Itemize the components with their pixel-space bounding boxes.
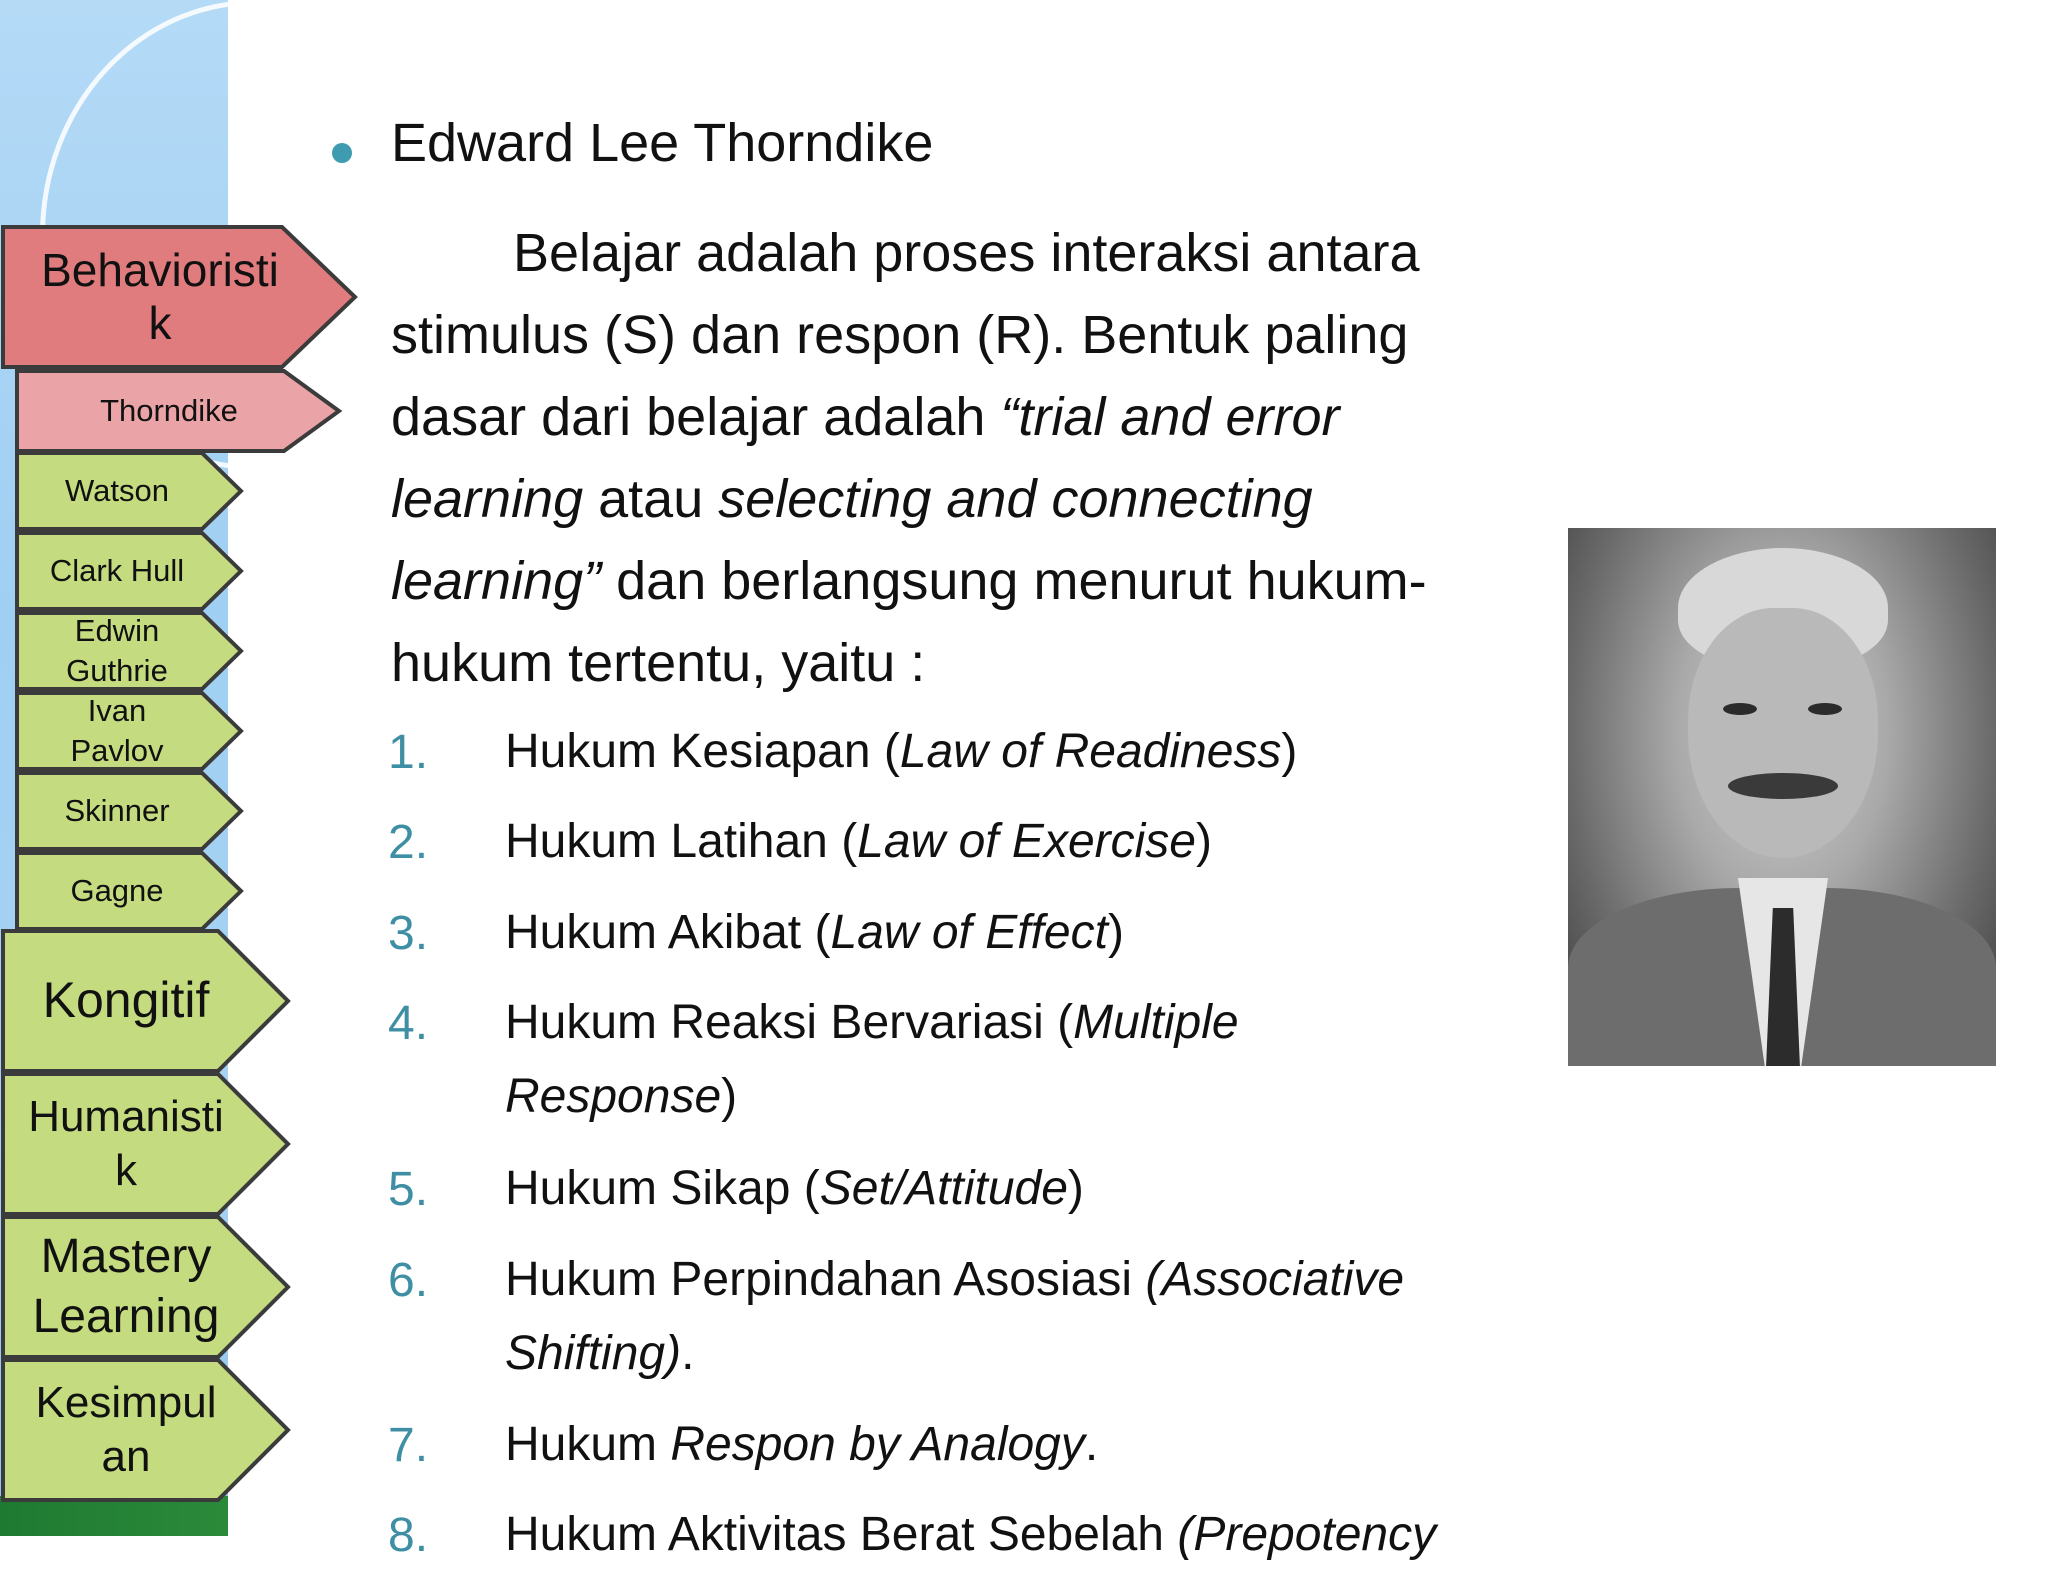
law-text: )	[1107, 906, 1124, 959]
sidebar-item-label: Pavlov	[70, 733, 164, 768]
law-text: Hukum Reaksi Bervariasi (	[505, 996, 1074, 1049]
law-item	[505, 986, 1305, 1134]
sidebar-item-label: Mastery	[40, 1230, 212, 1283]
sidebar-item-label: Learning	[32, 1290, 220, 1343]
sidebar-item-label: Guthrie	[66, 653, 168, 688]
law-text: Hukum	[505, 1418, 671, 1471]
law-text: Hukum Perpindahan Asosiasi	[505, 1253, 1146, 1306]
portrait-moustache	[1728, 773, 1838, 799]
law-text: )	[1281, 725, 1298, 778]
sidebar-item-label: Ivan	[87, 693, 147, 728]
paragraph-text: Belajar adalah proses interaksi antara stimulus (S) dan respon (R). Bentuk paling dasar dari belajar adalah	[391, 223, 1420, 447]
sidebar-item-label: k	[115, 1146, 137, 1195]
sidebar-item-label: Kongitif	[42, 972, 210, 1029]
definition-paragraph	[391, 212, 1521, 704]
law-text: )	[721, 1070, 738, 1123]
law-number: 1.	[388, 726, 429, 779]
sidebar-item-label: an	[101, 1432, 151, 1481]
law-text: )	[1195, 815, 1212, 868]
law-term: (Associative Shifting)	[505, 1253, 1405, 1380]
law-item	[505, 715, 1525, 789]
law-text: Hukum Kesiapan (	[505, 725, 900, 778]
bullet-icon	[332, 143, 352, 163]
portrait-photo	[1568, 528, 1996, 1066]
sidebar-item-label: Skinner	[64, 793, 170, 829]
law-number: 5.	[388, 1163, 429, 1216]
law-text: Hukum Sikap (	[505, 1162, 820, 1215]
law-number: 6.	[388, 1254, 429, 1307]
law-item	[505, 1152, 1525, 1226]
law-term: Law of Readiness	[899, 725, 1282, 778]
portrait-face	[1688, 608, 1878, 858]
portrait-eye	[1808, 703, 1842, 715]
law-text: Hukum Aktivitas Berat Sebelah	[505, 1508, 1178, 1561]
law-term: Law of Exercise	[857, 815, 1196, 868]
sidebar-item-label: k	[148, 297, 172, 349]
law-text: Hukum Akibat (	[505, 906, 831, 959]
law-item	[505, 805, 1525, 879]
sidebar-item-label: Kesimpul	[35, 1378, 217, 1427]
law-text: Hukum Latihan (	[505, 815, 858, 868]
law-term: Respon by Analogy	[670, 1418, 1085, 1471]
sidebar-item-label: Edwin	[74, 613, 160, 648]
law-number: 4.	[388, 997, 429, 1050]
sidebar-item-label: Thorndike	[100, 393, 238, 429]
law-number: 3.	[388, 907, 429, 960]
law-item	[505, 896, 1525, 970]
paragraph-text: atau	[583, 469, 719, 529]
paragraph-italic: “trial and error learning	[391, 387, 1340, 529]
sidebar-item-label: Behavioristi	[41, 244, 279, 297]
paragraph-text: dan berlangsung menurut hukum-hukum tertentu, yaitu :	[391, 551, 1427, 693]
sidebar-item-label: Humanisti	[28, 1092, 224, 1141]
law-item	[505, 1408, 1525, 1482]
law-term: Set/Attitude	[819, 1162, 1068, 1215]
law-text: .	[1084, 1418, 1099, 1471]
law-number: 8.	[388, 1509, 429, 1562]
law-term: (Prepotency	[1177, 1508, 1437, 1561]
law-term: Multiple Response	[505, 996, 1239, 1123]
law-term: Law of Effect	[830, 906, 1108, 959]
sidebar-item-label: Clark Hull	[49, 553, 185, 589]
law-item	[505, 1243, 1545, 1391]
law-number: 7.	[388, 1419, 429, 1472]
law-text: .	[681, 1327, 695, 1380]
paragraph-italic: selecting and connecting learning”	[391, 469, 1313, 611]
law-number: 2.	[388, 816, 429, 869]
slide-heading: Edward Lee Thorndike	[391, 113, 934, 173]
law-text: )	[1067, 1162, 1084, 1215]
law-item	[505, 1498, 1525, 1572]
sidebar-item-label: Gagne	[70, 873, 164, 909]
portrait-eye	[1723, 703, 1757, 715]
sidebar-item-label: Watson	[65, 473, 169, 509]
